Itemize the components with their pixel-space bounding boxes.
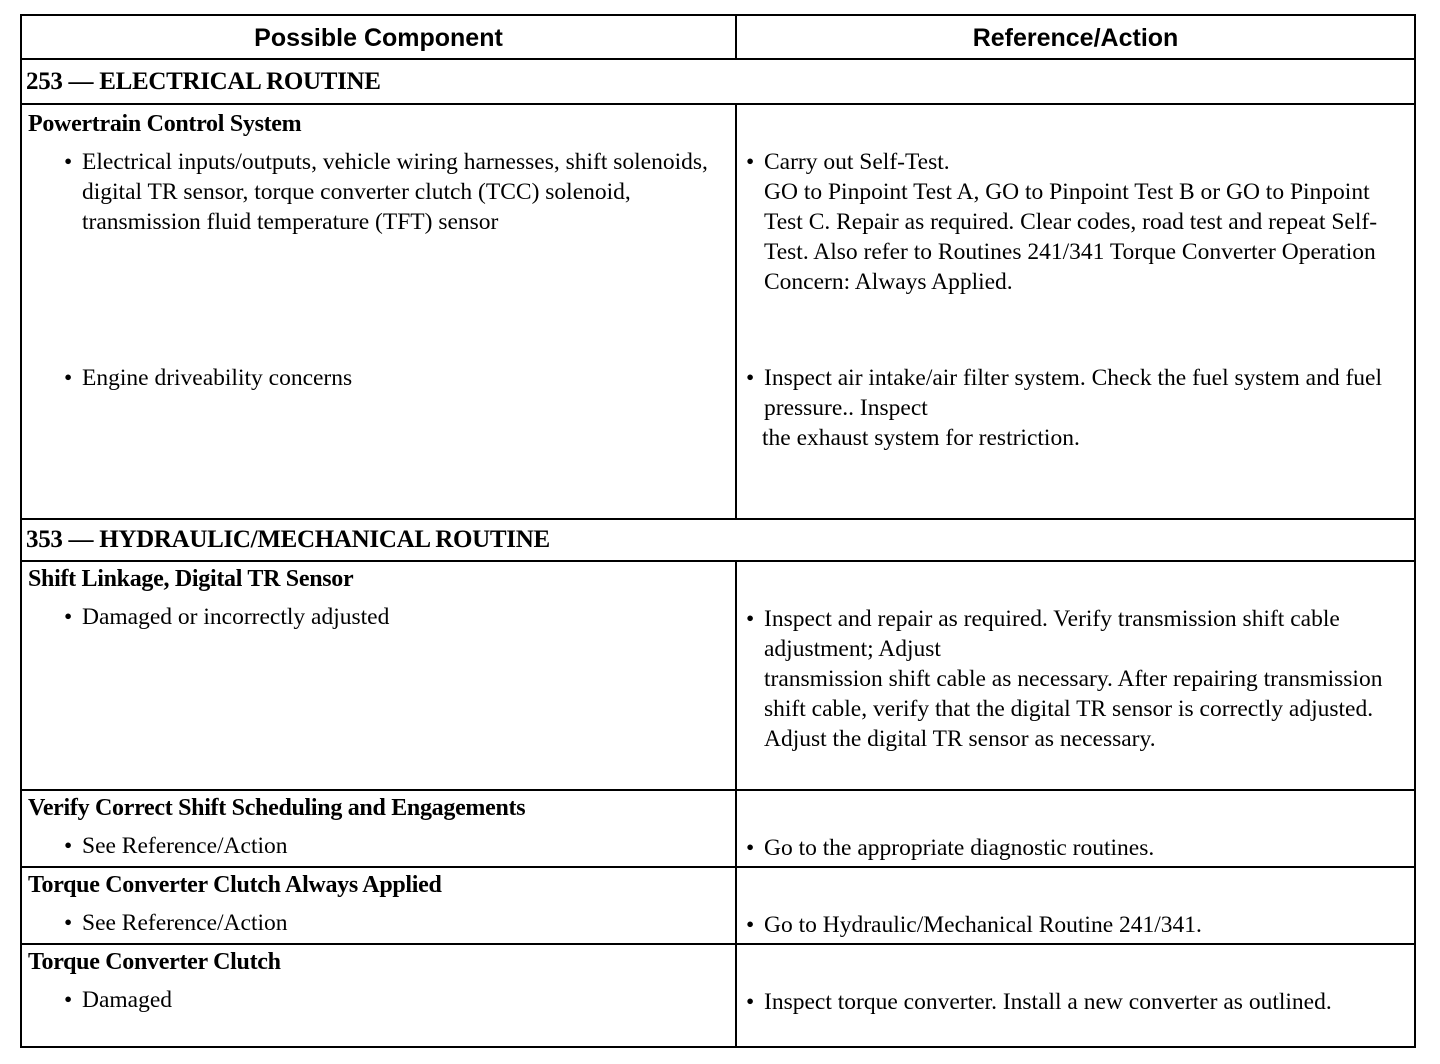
bullet-icon: • (746, 365, 755, 391)
component-item (64, 985, 722, 1015)
action-text: Go to Hydraulic/Mechanical Routine 241/341. (764, 912, 1202, 938)
action-item (746, 147, 1404, 297)
section-row-electrical (22, 60, 1414, 105)
component-item-text: See Reference/Action (82, 910, 288, 936)
section-title: 353 — HYDRAULIC/MECHANICAL ROUTINE (26, 526, 550, 553)
action-text-continued: GO to Pinpoint Test A, GO to Pinpoint Test B or GO to Pinpoint Test C. Repair as required. Clear codes, road test and repeat Self-Test. Also refer to Routines 241/341 Torque Converter Operation Concern: Always Applied. (764, 179, 1378, 295)
action-item (746, 604, 1404, 754)
bullet-icon: • (746, 606, 755, 632)
component-item-text: Electrical inputs/outputs, vehicle wiring harnesses, shift solenoids, digital TR sensor, torque converter clutch (TCC) solenoid, transmission fluid temperature (TFT) sensor (82, 149, 708, 235)
column-divider (735, 945, 737, 1046)
bullet-icon: • (746, 835, 755, 861)
section-row-hydraulic (22, 520, 1414, 562)
bullet-icon: • (64, 910, 73, 936)
action-text-continued: transmission shift cable as necessary. After repairing transmission shift cable, verify that the digital TR sensor is correctly adjusted. Adjust the digital TR sensor as necessary. (764, 666, 1383, 752)
action-text-continued: the exhaust system for restriction. (762, 425, 1080, 451)
bullet-icon: • (64, 604, 73, 630)
component-item (64, 602, 722, 632)
action-item (746, 833, 1404, 863)
action-text: Carry out Self-Test. (764, 149, 950, 175)
header-reference-action: Reference/Action (972, 24, 1179, 52)
table-row-tcc-always-applied (22, 868, 1414, 945)
component-title: Powertrain Control System (28, 111, 302, 137)
bullet-icon: • (64, 833, 73, 859)
bullet-icon: • (746, 912, 755, 938)
column-divider (735, 868, 737, 943)
table-row-tcc (22, 945, 1414, 1046)
table-row-powertrain (22, 105, 1414, 520)
column-divider (735, 105, 737, 518)
component-title: Torque Converter Clutch (28, 949, 281, 975)
bullet-icon: • (64, 987, 73, 1013)
table-row-shift-linkage (22, 562, 1414, 791)
section-title: 253 — ELECTRICAL ROUTINE (26, 68, 381, 95)
bullet-icon: • (746, 149, 755, 175)
component-item (64, 363, 722, 393)
bullet-icon: • (64, 365, 73, 391)
table-row-shift-scheduling (22, 791, 1414, 868)
component-title: Torque Converter Clutch Always Applied (28, 872, 442, 898)
component-item-text: Damaged (82, 987, 173, 1013)
action-text: Inspect air intake/air filter system. Check the fuel system and fuel pressure.. Inspect (764, 365, 1382, 421)
action-item (746, 987, 1344, 1017)
component-item (64, 908, 722, 938)
column-divider (735, 791, 737, 866)
component-item (64, 831, 722, 861)
diagnostic-table (20, 14, 1416, 1048)
bullet-icon: • (64, 149, 73, 175)
action-text: Inspect and repair as required. Verify transmission shift cable adjustment; Adjust (764, 606, 1340, 662)
header-possible-component: Possible Component (254, 24, 503, 52)
component-title: Verify Correct Shift Scheduling and Engagements (28, 795, 526, 821)
component-item-text: See Reference/Action (82, 833, 288, 859)
component-item (64, 147, 722, 237)
column-divider (735, 562, 737, 789)
bullet-icon: • (746, 989, 755, 1015)
action-item (746, 363, 1404, 453)
action-text: Go to the appropriate diagnostic routines. (764, 835, 1155, 861)
component-title: Shift Linkage, Digital TR Sensor (28, 566, 354, 592)
table-header-row (22, 16, 1414, 60)
component-item-text: Engine driveability concerns (82, 365, 353, 391)
action-text: Inspect torque converter. Install a new converter as outlined. (764, 989, 1332, 1015)
component-item-text: Damaged or incorrectly adjusted (82, 604, 390, 630)
action-item (746, 910, 1404, 940)
